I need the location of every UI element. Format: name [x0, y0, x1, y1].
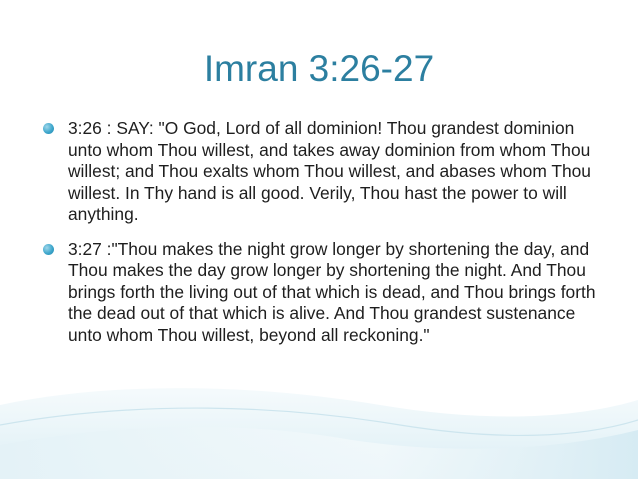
bullet-item — [44, 239, 604, 347]
bullet-dot-icon — [43, 123, 54, 134]
slide-title: Imran 3:26-27 — [203, 48, 435, 89]
bullet-item — [44, 118, 604, 226]
bullet-text: 3:26 : SAY: "O God, Lord of all dominion! Thou grandest dominion unto whom Thou willest, and takes away dominion from whom Thou willest; and Thou exalts whom Thou willest, and abases whom Thou willest. In Thy hand is all good. Verily, Thou hast the power to will anything. — [68, 118, 591, 224]
bullet-text: 3:27 :"Thou makes the night grow longer by shortening the day, and Thou makes the day grow longer by shortening the night. And Thou brings forth the living out of that which is dead, and Thou brings forth the dead out of that which is alive. And Thou grandest sustenance unto whom Thou willest, beyond all reckoning." — [68, 238, 596, 345]
bullet-dot-icon — [43, 244, 54, 255]
bullet-list — [44, 118, 604, 359]
